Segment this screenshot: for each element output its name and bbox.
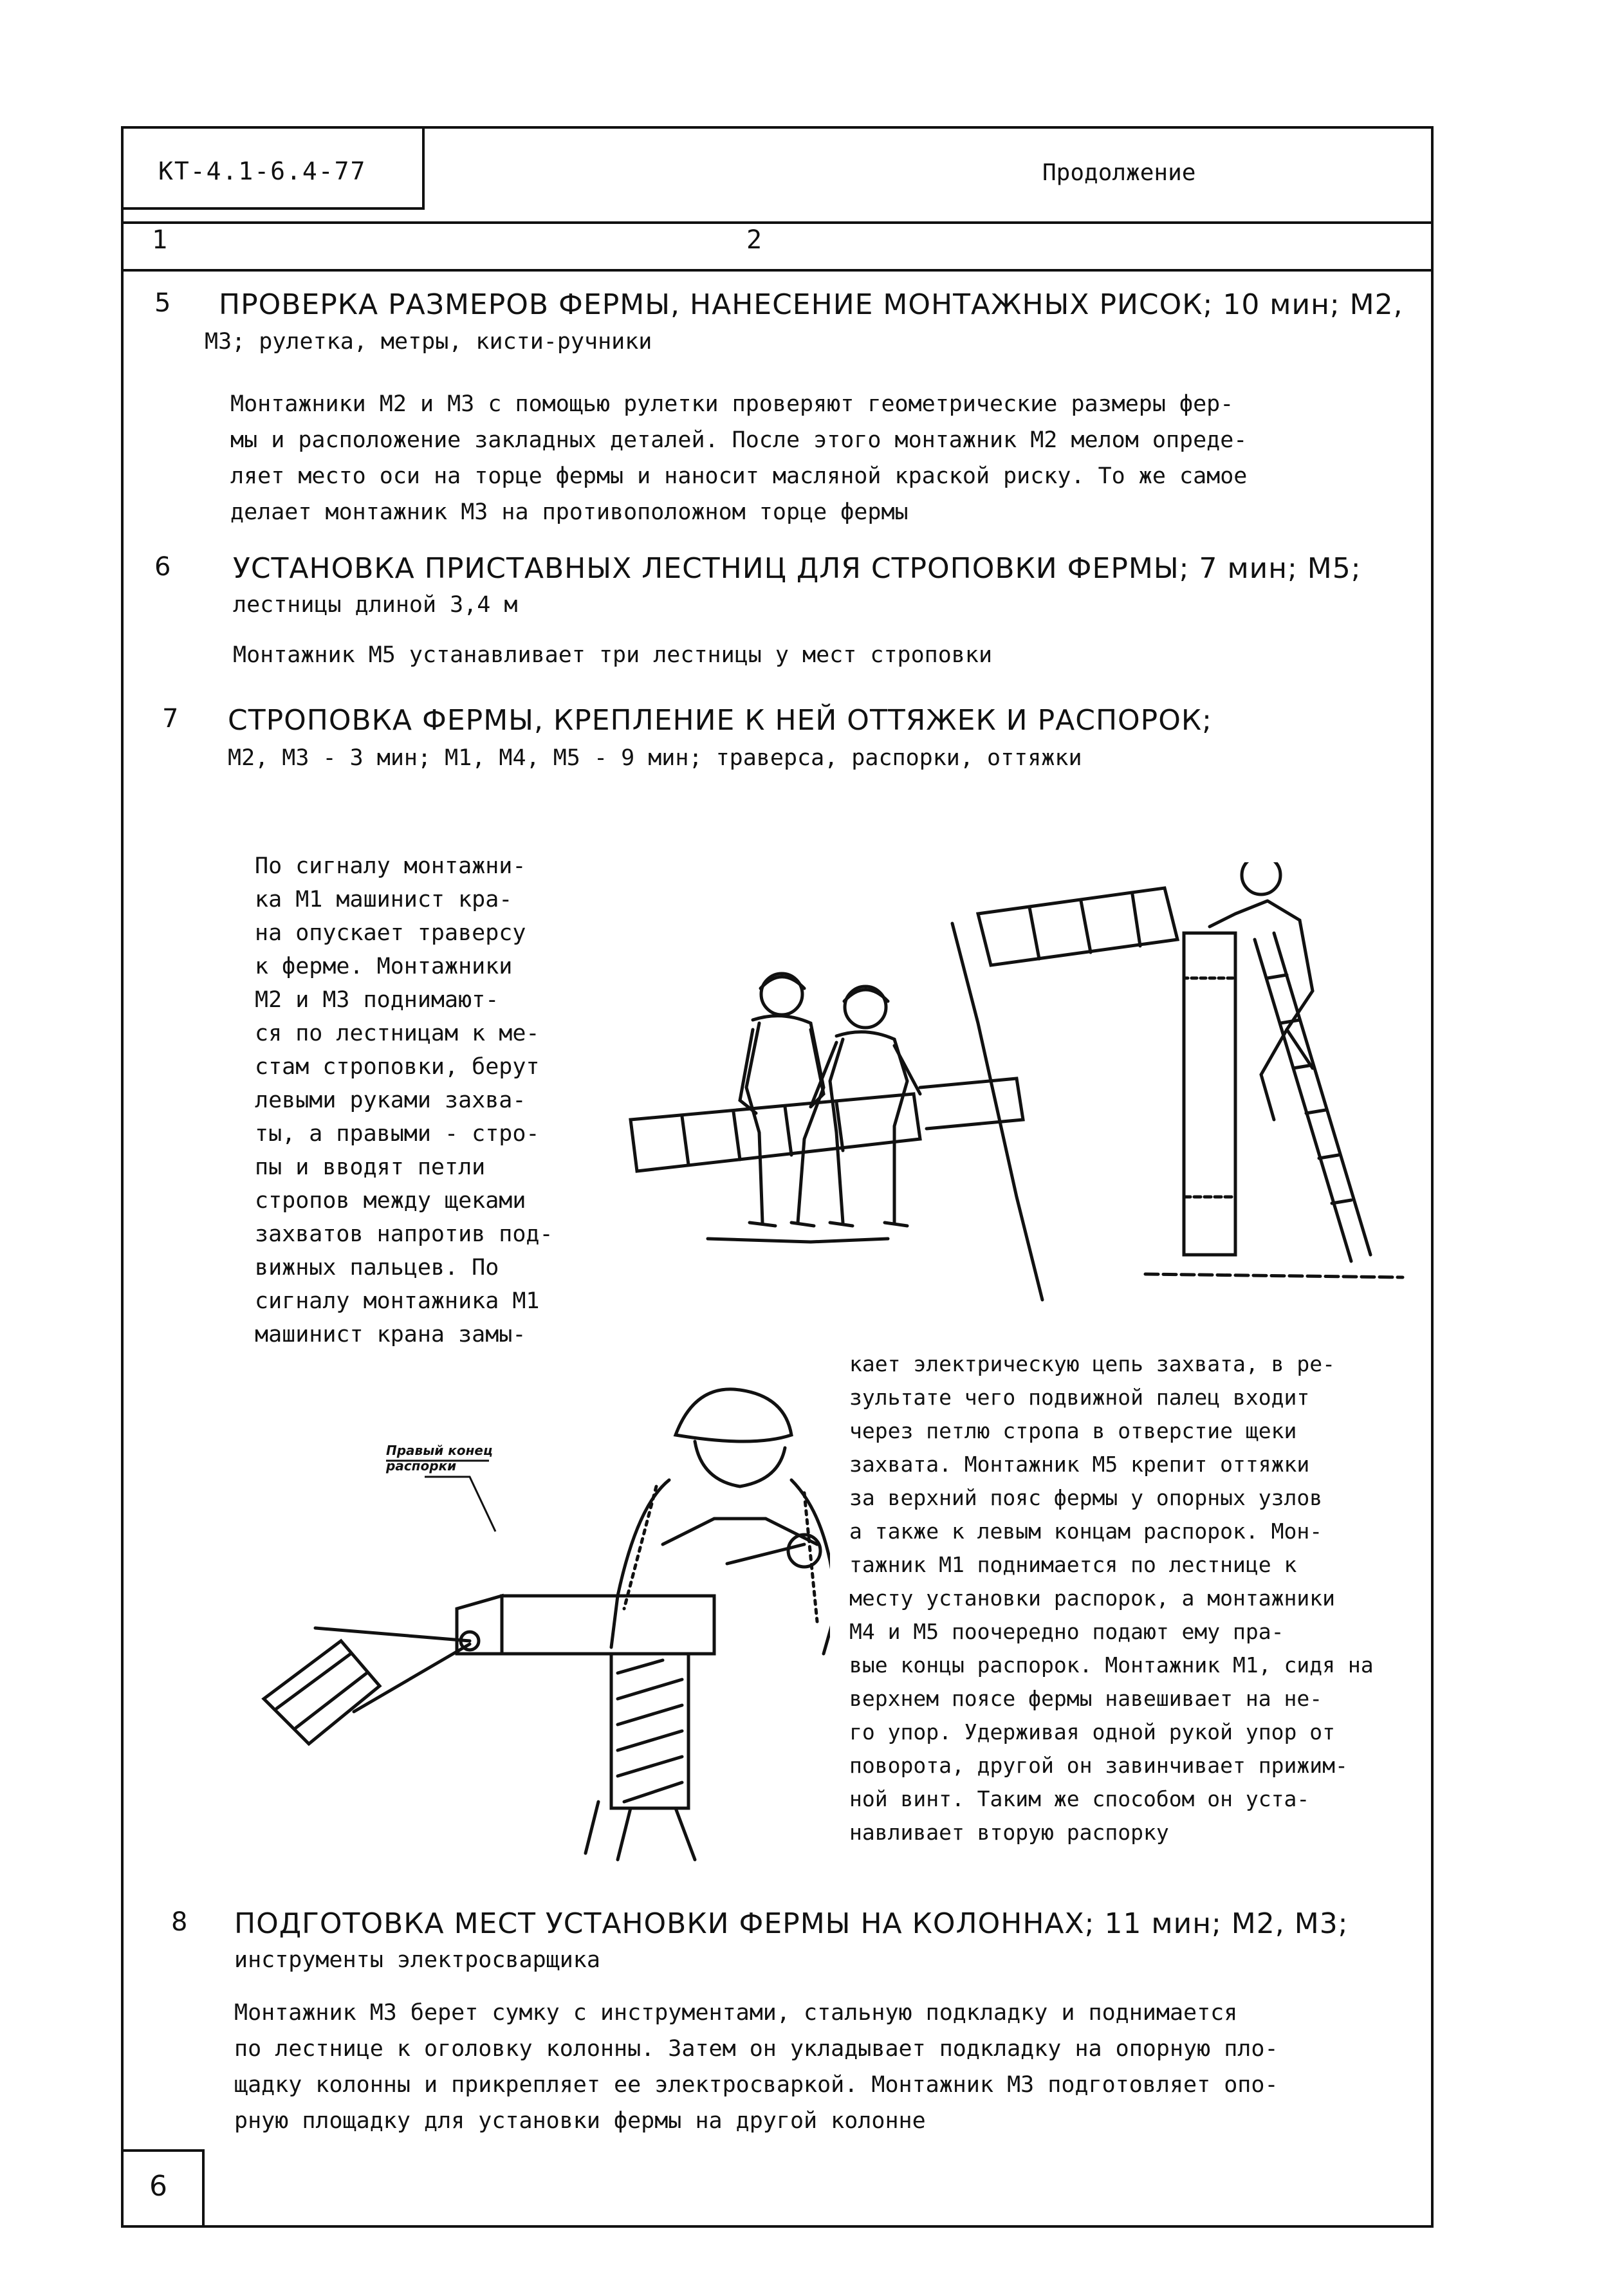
page-number: 6 — [149, 2170, 167, 2203]
step-8-description: Монтажник М3 берет сумку с инструментами, стальную подкладку и поднимается по лестнице к оголовку колонны. Затем он укладывает подкладку на опорную пло- щадку колонны и прикрепляет ее электросваркой. Монтажник М3 подготовляет опо- рную площадку для установки фермы на другой колонне — [234, 2000, 1278, 2134]
right-end-of-strut-label: Правый конец распорки — [386, 1443, 493, 1474]
step-6-description: Монтажник М5 устанавливает три лестницы у мест строповки — [233, 642, 993, 668]
column-header-bottom-rule — [121, 269, 1434, 272]
workers-installing-ladders-illustration — [618, 862, 1416, 1313]
step-5-tools: М3; рулетка, метры, кисти-ручники — [205, 329, 652, 355]
step-7-number: 7 — [162, 704, 179, 734]
step-8-title: ПОДГОТОВКА МЕСТ УСТАНОВКИ ФЕРМЫ НА КОЛОННАХ; 11 мин; М2, М3; — [234, 1907, 1349, 1940]
step-7-title: СТРОПОВКА ФЕРМЫ, КРЕПЛЕНИЕ К НЕЙ ОТТЯЖЕК И РАСПОРОК; — [228, 704, 1212, 737]
step-6-tools: лестницы длиной 3,4 м — [233, 592, 518, 618]
step-7-description-right: кает электрическую цепь захвата, в ре- зультате чего подвижной палец входит через петлю стропа в отверстие щеки захвата. Монтажник М5 крепит оттяжки за верхний пояс фермы у опорных узлов а также к левым концам распорок. Мон- тажник М1 поднимается по лестнице к месту установки распорок, а монтажники М4 и М5 поочередно подают ему пра- вые концы распорок. Монтажник М1, сидя на верхнем поясе фермы навешивает на не- го упор. Удерживая одной рукой упор от поворота, другой он завинчивает прижим- ной винт. Таким же способом он уста- навливает вторую распорку — [849, 1351, 1374, 1845]
continuation-label: Продолжение — [1042, 160, 1196, 186]
step-6-number: 6 — [154, 552, 171, 582]
doc-code: КТ-4.1-6.4-77 — [158, 157, 367, 185]
step-5-description: Монтажники М2 и М3 с помощью рулетки проверяют геометрические размеры фер- мы и расположение закладных деталей. После этого монтажник М2 мелом опреде- ляет место оси на торце фермы и наносит масляной краской риску. То же самое делает монтажник М3 на противоположном торце фермы — [230, 391, 1248, 525]
column-header-top-rule — [121, 221, 1434, 224]
step-6-title: УСТАНОВКА ПРИСТАВНЫХ ЛЕСТНИЦ ДЛЯ СТРОПОВКИ ФЕРМЫ; 7 мин; М5; — [233, 552, 1361, 585]
column-number-1: 1 — [152, 225, 168, 255]
step-5-number: 5 — [154, 288, 171, 318]
worker-fixing-strut-illustration — [251, 1351, 830, 1866]
step-5-title: ПРОВЕРКА РАЗМЕРОВ ФЕРМЫ, НАНЕСЕНИЕ МОНТАЖНЫХ РИСОК; 10 мин; М2, — [219, 288, 1403, 321]
column-number-2: 2 — [746, 225, 762, 255]
step-8-number: 8 — [171, 1907, 188, 1937]
step-7-tools: М2, М3 - 3 мин; М1, М4, М5 - 9 мин; траверса, распорки, оттяжки — [228, 745, 1082, 771]
step-7-description-left: По сигналу монтажни- ка М1 машинист кра- на опускает траверсу к ферме. Монтажники М2 и М3 поднимают- ся по лестницам к ме- стам строповки, берут левыми руками захва- ты, а правыми - стро- пы и вводят петли стропов между щеками захватов напротив под- вижных пальцев. По сигналу монтажника М1 машинист крана замы- — [255, 853, 553, 1347]
step-8-tools: инструменты электросварщика — [234, 1947, 600, 1973]
